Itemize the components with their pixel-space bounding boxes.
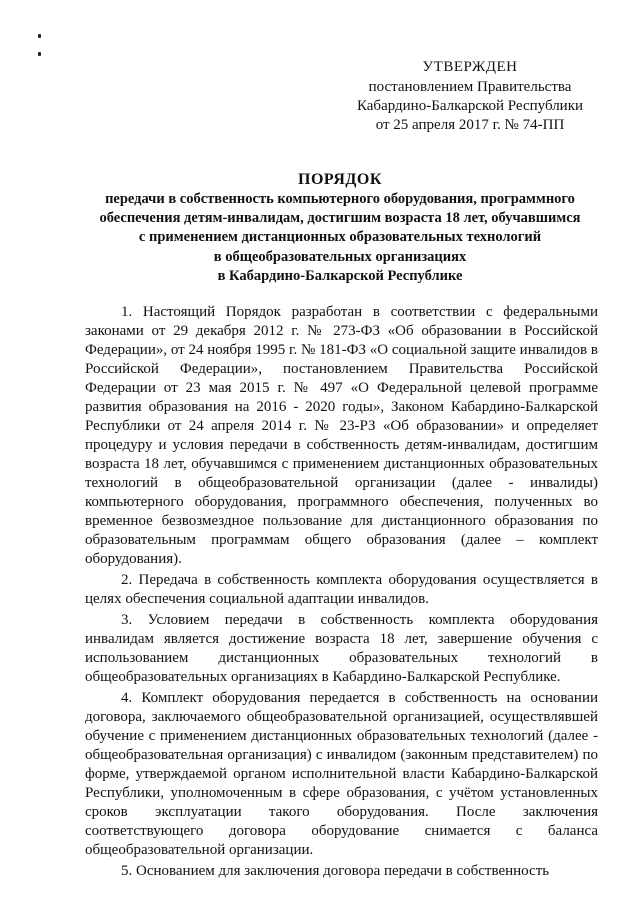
subtitle-line: в общеобразовательных организациях [213,248,467,265]
document-title: ПОРЯДОК [298,171,382,188]
approval-line: постановлением Правительства [368,79,572,95]
paragraph-4: 4. Комплект оборудования передается в собственность на основании договора, заключаемого общеобразовательной организацией, осуществлявшей обучение с применением дистанционных образовательных технологий (далее - общеобразовательная организация) с инвалидом (законным представителем) по форме, утверждаемой органом исполнительной власти Кабардино-Балкарской Республики, уполномоченным в сфере образования, с учётом установленных сроков эксплуатации такого оборудования. После заключения соответствующего договора оборудование снимается с баланса общеобразовательной организации. [85,690,598,858]
scan-mark [38,34,41,38]
approval-stamp [340,58,600,135]
approval-line: от 25 апреля 2017 г. № 74-ПП [375,117,565,133]
subtitle-line: обеспечения детям-инвалидам, достигшим возраста 18 лет, обучавшимся [99,210,581,227]
paragraph-1: 1. Настоящий Порядок разработан в соответствии с федеральными законами от 29 декабря 2012 г. № 273-ФЗ «Об образовании в Российской Федерации», от 24 ноября 1995 г. № 181-ФЗ «О социальной защите инвалидов в Российской Федерации», постановлением Правительства Российской Федерации от 23 мая 2015 г. № 497 «О Федеральной целевой программе развития образования на 2016 - 2020 годы», Законом Кабардино-Балкарской Республики от 24 апреля 2014 г. № 23-РЗ «Об образовании» и определяет процедуру и условия передачи в собственность детям-инвалидам, достигшим возраста 18 лет, обучавшимся с применением дистанционных образовательных технологий в общеобразовательной организации (далее - инвалиды) компьютерного оборудования, программного обеспечения, полученных во временное безвозмездное пользование для дистанционного образования по образовательным программам общего образования (далее – комплект оборудования). [85,304,598,567]
subtitle-line: передачи в собственность компьютерного оборудования, программного [105,191,575,207]
approval-title: УТВЕРЖДЕН [422,59,518,75]
subtitle-line: с применением дистанционных образовательных технологий [138,229,542,246]
paragraph-5: 5. Основанием для заключения договора передачи в собственность [121,863,550,879]
paragraph-3: 3. Условием передачи в собственность комплекта оборудования инвалидам является достижение возраста 18 лет, завершение обучения с использованием дистанционных образовательных технологий в общеобразовательных организациях в Кабардино-Балкарской Республике. [85,612,598,685]
scan-mark [38,52,41,56]
document-subtitle [60,190,620,286]
subtitle-line: в Кабардино-Балкарской Республике [217,267,463,284]
paragraph-2: 2. Передача в собственность комплекта оборудования осуществляется в целях обеспечения социальной адаптации инвалидов. [85,572,598,607]
document-body [85,303,598,883]
approval-line: Кабардино-Балкарской Республики [356,98,584,114]
